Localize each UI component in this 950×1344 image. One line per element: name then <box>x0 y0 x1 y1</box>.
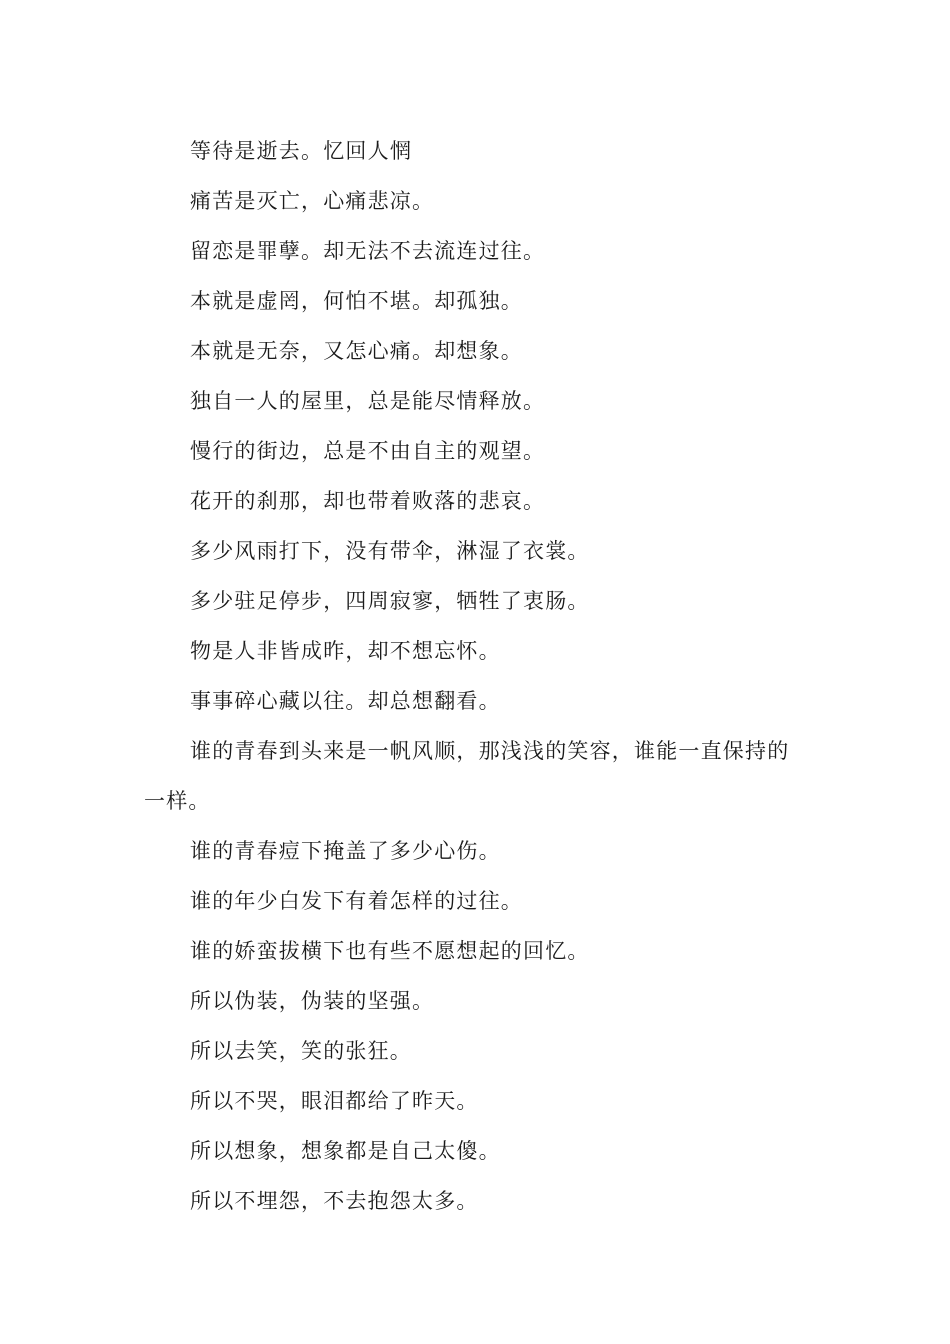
paragraph: 所以去笑，笑的张狂。 <box>190 1039 412 1063</box>
paragraph: 多少风雨打下，没有带伞，淋湿了衣裳。 <box>190 539 590 563</box>
paragraph: 所以伪装，伪装的坚强。 <box>190 989 435 1013</box>
paragraph: 慢行的街边，总是不由自主的观望。 <box>190 439 546 463</box>
paragraph: 痛苦是灭亡，心痛悲凉。 <box>190 189 435 213</box>
paragraph: 谁的青春到头来是一帆风顺，那浅浅的笑容，谁能一直保持的一样。 <box>144 739 790 813</box>
paragraph: 本就是无奈，又怎心痛。却想象。 <box>190 339 523 363</box>
paragraph: 等待是逝去。忆回人惘 <box>190 139 412 163</box>
paragraph: 留恋是罪孽。却无法不去流连过往。 <box>190 239 546 263</box>
paragraph: 事事碎心藏以往。却总想翻看。 <box>190 689 501 713</box>
paragraph: 独自一人的屋里，总是能尽情释放。 <box>190 389 546 413</box>
paragraph: 花开的刹那，却也带着败落的悲哀。 <box>190 489 546 513</box>
paragraph: 所以想象，想象都是自己太傻。 <box>190 1139 501 1163</box>
paragraph: 本就是虚罔，何怕不堪。却孤独。 <box>190 289 523 313</box>
paragraph: 所以不哭，眼泪都给了昨天。 <box>190 1089 479 1113</box>
paragraph: 所以不埋怨，不去抱怨太多。 <box>190 1189 479 1213</box>
paragraph: 物是人非皆成昨，却不想忘怀。 <box>190 639 501 663</box>
paragraph: 谁的青春痘下掩盖了多少心伤。 <box>190 839 501 863</box>
document-body <box>144 126 809 1226</box>
paragraph: 多少驻足停步，四周寂寥，牺牲了衷肠。 <box>190 589 590 613</box>
paragraph: 谁的娇蛮拔横下也有些不愿想起的回忆。 <box>190 939 590 963</box>
paragraph: 谁的年少白发下有着怎样的过往。 <box>190 889 523 913</box>
